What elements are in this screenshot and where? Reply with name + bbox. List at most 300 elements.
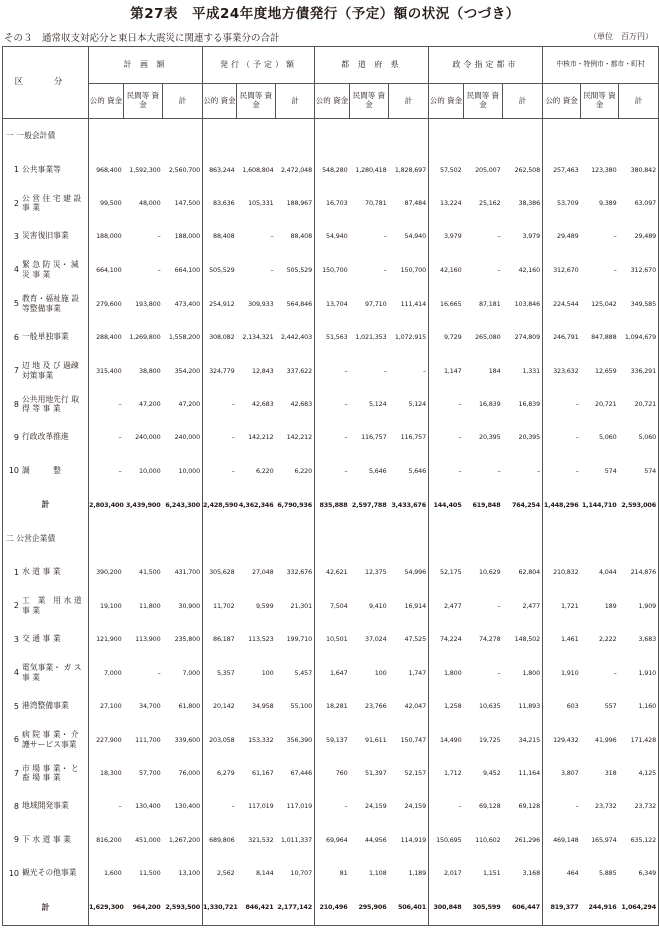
value-cell: – [315, 790, 350, 823]
value-cell: – [543, 790, 581, 823]
value-cell: – [203, 454, 237, 488]
value-cell: 1,608,804 [242, 165, 274, 174]
value-cell: 380,842 [619, 153, 659, 187]
value-cell: 193,800 [135, 299, 161, 308]
value-cell: 51,563 [315, 321, 350, 354]
value-cell: 279,600 [89, 287, 124, 321]
value-cell: 2,477 [522, 601, 541, 610]
value-cell: 114,919 [400, 835, 426, 844]
row-label-text: 計 [41, 902, 50, 912]
value-cell: – [315, 388, 350, 421]
value-cell: 9,729 [429, 321, 464, 354]
value-cell: 57,700 [139, 769, 161, 777]
value-cell: 664,100 [174, 265, 200, 274]
value-cell: 3,683 [619, 623, 659, 656]
value-cell: 227,900 [89, 723, 124, 757]
value-cell: 171,428 [619, 723, 659, 757]
subheader-total: 計 [619, 84, 659, 119]
value-cell [389, 522, 429, 556]
row-label-text: 電気事業・ ガ ス 事 業 [22, 663, 82, 682]
header-corner: 区 分 [3, 47, 89, 119]
row-label [3, 488, 89, 522]
row-label-text: 公共用地先行 取 得 等 事 業 [22, 394, 80, 413]
row-label-text: 病 院 事 業・ 介護サービス事業 [22, 730, 79, 749]
row-label-text: 行政改革推進 [22, 432, 69, 442]
value-cell: – [613, 668, 617, 677]
table-row [3, 388, 659, 421]
table-row [3, 220, 659, 253]
header-plan: 計 画 額 [89, 47, 203, 84]
value-cell: 150,700 [315, 253, 350, 287]
value-cell: 3,979 [522, 232, 541, 240]
value-cell [389, 119, 429, 153]
row-number: 10 [8, 868, 19, 878]
value-cell: 10,707 [290, 869, 312, 877]
row-number: 4 [13, 265, 19, 274]
value-cell: 819,377 [543, 890, 581, 926]
row-label [3, 857, 89, 890]
value-cell: 19,725 [479, 735, 501, 744]
row-label [3, 823, 89, 857]
value-cell: 21,301 [290, 601, 312, 610]
table-row [3, 253, 659, 287]
value-cell: – [270, 265, 274, 274]
value-cell: 6,790,936 [277, 500, 312, 509]
value-cell: 5,124 [368, 400, 387, 408]
value-cell [581, 119, 619, 153]
row-label [3, 187, 89, 220]
value-cell [503, 522, 543, 556]
value-cell: 1,909 [619, 589, 659, 623]
value-cell: 34,215 [518, 735, 541, 744]
value-cell: 203,058 [203, 723, 237, 757]
table-row [3, 153, 659, 187]
value-cell: 2,442,403 [280, 333, 312, 341]
value-cell: 305,599 [464, 890, 503, 926]
value-cell: 144,405 [429, 488, 464, 522]
value-cell: 1,258 [429, 690, 464, 723]
table-row [3, 454, 659, 488]
value-cell: 1,189 [408, 869, 426, 877]
value-cell: 1,721 [543, 589, 581, 623]
value-cell: 2,593,006 [619, 488, 659, 522]
subheader-private-funds: 民間等 資 金 [464, 84, 503, 119]
value-cell: – [497, 232, 501, 240]
value-cell: – [429, 454, 464, 488]
value-cell: 1,151 [482, 869, 501, 877]
value-cell: 188,000 [174, 232, 200, 240]
value-cell: 116,757 [361, 433, 387, 441]
value-cell: 23,732 [595, 802, 617, 810]
subheader-private-funds: 民間等 資 金 [350, 84, 389, 119]
header-prefectures: 都 道 府 県 [315, 47, 429, 84]
row-label [3, 723, 89, 757]
value-cell: 816,200 [89, 823, 124, 857]
value-cell: 619,848 [472, 500, 501, 509]
value-cell: 63,097 [619, 187, 659, 220]
header-designated-cities: 政令指定都市 [429, 47, 543, 84]
value-cell: 20,395 [479, 433, 501, 441]
value-cell: 12,843 [252, 366, 274, 375]
table-row [3, 723, 659, 757]
row-label-text: 計 [41, 499, 50, 509]
value-cell: 42,047 [404, 702, 426, 710]
value-cell: 130,400 [174, 802, 200, 810]
row-label [3, 690, 89, 723]
row-number: 6 [13, 332, 19, 342]
value-cell: 1,108 [368, 869, 387, 877]
value-cell: 315,400 [89, 354, 124, 388]
value-cell: 1,331 [522, 366, 541, 375]
table-row [3, 757, 659, 790]
value-cell: 70,781 [365, 199, 387, 207]
row-number: 2 [13, 198, 19, 208]
value-cell: 9,389 [598, 199, 617, 207]
value-cell: 42,160 [518, 265, 541, 274]
value-cell: 2,593,500 [163, 890, 203, 926]
row-label-text: 地域開発事業 [22, 801, 69, 811]
value-cell: 100 [261, 668, 274, 677]
value-cell: 18,281 [315, 690, 350, 723]
value-cell: 308,082 [203, 321, 237, 354]
value-cell: 100 [374, 668, 387, 677]
value-cell: 16,914 [404, 601, 426, 610]
value-cell: 300,848 [429, 890, 464, 926]
value-cell: 835,888 [315, 488, 350, 522]
value-cell: 52,157 [404, 769, 426, 777]
row-label-text: 一般単独事業 [22, 332, 69, 342]
value-cell [464, 119, 503, 153]
value-cell: 390,200 [89, 556, 124, 589]
subheader-public-funds: 公的 資金 [315, 84, 350, 119]
value-cell: 5,457 [294, 668, 312, 677]
value-cell: – [203, 790, 237, 823]
table-row [3, 857, 659, 890]
value-cell: 38,800 [139, 366, 161, 375]
value-cell: 61,167 [252, 769, 274, 777]
subheader-public-funds: 公的 資金 [543, 84, 581, 119]
value-cell: – [497, 466, 501, 475]
value-cell: 34,958 [252, 702, 274, 710]
value-cell: 469,148 [543, 823, 581, 857]
value-cell [619, 522, 659, 556]
value-cell: 1,461 [543, 623, 581, 656]
value-cell: 305,628 [203, 556, 237, 589]
value-cell: 3,433,676 [391, 500, 426, 509]
value-cell: 1,558,200 [168, 333, 200, 341]
value-cell: 2,597,788 [351, 500, 387, 509]
value-cell: 16,703 [315, 187, 350, 220]
value-cell: 59,137 [315, 723, 350, 757]
value-cell: 3,979 [429, 220, 464, 253]
value-cell: 37,024 [365, 635, 387, 643]
table-row [3, 556, 659, 589]
value-cell: 52,175 [429, 556, 464, 589]
value-cell: 349,585 [619, 287, 659, 321]
value-cell: 16,665 [429, 287, 464, 321]
value-cell: 129,432 [543, 723, 581, 757]
value-cell: 4,044 [598, 568, 617, 576]
value-cell [203, 522, 237, 556]
value-cell: 11,500 [139, 869, 161, 877]
value-cell: 27,100 [89, 690, 124, 723]
value-cell [464, 522, 503, 556]
value-cell: 2,222 [598, 635, 617, 643]
value-cell: 54,940 [404, 232, 426, 240]
page-title: 第27表 平成24年度地方債発行（予定）額の状況（つづき） [130, 6, 520, 22]
value-cell: 67,446 [290, 769, 312, 777]
value-cell: – [89, 421, 124, 454]
value-cell: 34,700 [139, 702, 161, 710]
row-label-text: 二 公営企業債 [6, 533, 56, 543]
value-cell: 42,683 [290, 400, 312, 408]
subheader-total: 計 [163, 84, 203, 119]
row-number: 4 [13, 668, 19, 677]
value-cell: 69,128 [479, 802, 501, 810]
value-cell: – [270, 232, 274, 240]
bond-issuance-table [2, 46, 659, 926]
value-cell: 153,332 [248, 735, 274, 744]
value-cell: 113,900 [135, 635, 161, 643]
value-cell: 48,000 [139, 199, 161, 207]
row-number: 7 [13, 768, 19, 778]
row-label-text: 工 業 用 水 道 事 業 [22, 596, 82, 615]
value-cell: 760 [315, 757, 350, 790]
value-cell: – [383, 265, 387, 274]
value-cell: 142,212 [248, 433, 274, 441]
value-cell: 81 [315, 857, 350, 890]
value-cell: 1,629,300 [89, 890, 124, 926]
value-cell: 110,602 [475, 835, 501, 844]
value-cell: 8,144 [255, 869, 274, 877]
value-cell: 97,710 [365, 299, 387, 308]
value-cell: 274,809 [514, 333, 541, 341]
value-cell: 12,659 [595, 366, 617, 375]
value-cell: 224,544 [543, 287, 581, 321]
value-cell: 574 [604, 466, 617, 475]
value-cell: – [315, 354, 350, 388]
row-label-text: 公共事業等 [22, 164, 61, 174]
value-cell: 1,330,721 [203, 890, 237, 926]
section-row [3, 119, 659, 153]
value-cell: 1,094,679 [619, 321, 659, 354]
row-label-text: 一 一般会計債 [6, 131, 56, 141]
value-cell: 847,888 [591, 333, 617, 341]
value-cell: 44,956 [365, 835, 387, 844]
value-cell: 87,484 [404, 199, 426, 207]
table-row [3, 623, 659, 656]
subheader-private-funds: 民間等 資 金 [124, 84, 163, 119]
value-cell: 74,224 [429, 623, 464, 656]
value-cell: 111,414 [400, 299, 426, 308]
row-label [3, 321, 89, 354]
value-cell: – [89, 388, 124, 421]
value-cell: 1,267,200 [168, 835, 200, 844]
row-label-text: 観光その他事業 [22, 868, 77, 878]
value-cell: 1,448,296 [543, 488, 581, 522]
value-cell: 1,747 [408, 668, 426, 677]
value-cell: 11,800 [139, 601, 161, 610]
row-label [3, 354, 89, 388]
value-cell: 321,532 [248, 835, 274, 844]
value-cell: 9,410 [368, 601, 387, 610]
value-cell [124, 119, 163, 153]
table-row [3, 321, 659, 354]
value-cell: 3,168 [522, 869, 541, 877]
value-cell [163, 119, 203, 153]
value-cell: 6,243,300 [165, 500, 200, 509]
value-cell [429, 119, 464, 153]
value-cell: 7,000 [89, 656, 124, 690]
row-label [3, 287, 89, 321]
row-number: 3 [13, 634, 19, 644]
value-cell: 5,357 [203, 656, 237, 690]
value-cell: 312,670 [619, 253, 659, 287]
value-cell: 1,160 [619, 690, 659, 723]
value-cell: 165,974 [591, 835, 617, 844]
row-label [3, 522, 89, 556]
value-cell: 2,803,400 [89, 488, 124, 522]
value-cell: 20,142 [203, 690, 237, 723]
row-number: 1 [13, 165, 19, 174]
row-label [3, 388, 89, 421]
total-row [3, 890, 659, 926]
value-cell: 23,732 [619, 790, 659, 823]
value-cell: 1,600 [89, 857, 124, 890]
value-cell [237, 119, 276, 153]
value-cell: 88,408 [203, 220, 237, 253]
total-row [3, 488, 659, 522]
value-cell: 103,846 [514, 299, 541, 308]
row-label [3, 454, 89, 488]
value-cell: 3,807 [543, 757, 581, 790]
row-label [3, 119, 89, 153]
value-cell: 1,021,353 [355, 333, 387, 341]
row-label-text: 港湾整備事業 [22, 701, 69, 711]
table-row [3, 823, 659, 857]
value-cell: 54,940 [315, 220, 350, 253]
row-label [3, 253, 89, 287]
value-cell: 254,912 [203, 287, 237, 321]
value-cell: 2,472,048 [280, 165, 312, 174]
value-cell: 4,125 [619, 757, 659, 790]
value-cell: 57,502 [429, 153, 464, 187]
value-cell: 5,646 [368, 466, 387, 475]
value-cell: 603 [543, 690, 581, 723]
row-label-text: 災害復旧事業 [22, 231, 69, 241]
value-cell: 105,331 [248, 199, 274, 207]
value-cell: 47,200 [139, 400, 161, 408]
subheader-total: 計 [276, 84, 315, 119]
row-number: 9 [13, 432, 19, 442]
value-cell [203, 119, 237, 153]
value-cell: 5,646 [408, 466, 426, 475]
value-cell: – [536, 466, 541, 475]
value-cell: 1,647 [315, 656, 350, 690]
value-cell: 1,280,418 [355, 165, 387, 174]
value-cell: 117,019 [248, 802, 274, 810]
value-cell: 2,134,321 [242, 333, 274, 341]
value-cell: 6,220 [255, 466, 274, 475]
row-number: 1 [13, 567, 19, 577]
value-cell: – [157, 265, 161, 274]
value-cell [503, 119, 543, 153]
table-row [3, 354, 659, 388]
value-cell: 7,000 [182, 668, 200, 677]
value-cell: 18,300 [89, 757, 124, 790]
value-cell: 968,400 [89, 153, 124, 187]
value-cell: 12,375 [365, 568, 387, 576]
value-cell: 1,910 [543, 656, 581, 690]
value-cell [237, 522, 276, 556]
row-number: 3 [13, 231, 19, 241]
value-cell: 150,700 [400, 265, 426, 274]
value-cell: 3,439,900 [125, 500, 161, 509]
value-cell: 29,489 [543, 220, 581, 253]
value-cell: 47,525 [404, 635, 426, 643]
value-cell: 11,164 [518, 769, 541, 777]
value-cell: 506,401 [389, 890, 429, 926]
value-cell: 20,721 [595, 400, 617, 408]
row-number: 6 [13, 735, 19, 744]
value-cell: 20,395 [518, 433, 541, 441]
value-cell: 13,704 [315, 287, 350, 321]
value-cell: 9,452 [482, 769, 501, 777]
value-cell: 111,700 [135, 735, 161, 744]
value-cell: 150,695 [429, 823, 464, 857]
row-label [3, 656, 89, 690]
value-cell: 464 [543, 857, 581, 890]
row-label-text: 辺 地 及 び 過疎対策事業 [22, 361, 79, 380]
value-cell: 6,220 [294, 466, 312, 475]
value-cell: 664,100 [89, 253, 124, 287]
value-cell: 69,964 [315, 823, 350, 857]
table-subtitle: その３ 通常収支対応分と東日本大震災に関連する事業分の合計 [4, 33, 280, 44]
value-cell: – [383, 232, 387, 240]
table-row [3, 187, 659, 220]
value-cell: – [203, 421, 237, 454]
value-cell: 99,500 [89, 187, 124, 220]
value-cell [124, 522, 163, 556]
value-cell: 339,600 [174, 735, 200, 744]
value-cell: 473,400 [174, 299, 200, 308]
value-cell: 25,162 [479, 199, 501, 207]
subheader-private-funds: 民間等 資 金 [581, 84, 619, 119]
value-cell: 5,060 [598, 433, 617, 441]
value-cell: 5,124 [408, 400, 426, 408]
value-cell: 1,144,710 [581, 500, 617, 509]
value-cell: 4,362,346 [238, 500, 274, 509]
row-label [3, 757, 89, 790]
row-label-text: 交 通 事 業 [22, 634, 61, 644]
row-label-text: 水 道 事 業 [22, 567, 61, 577]
value-cell: 354,200 [174, 366, 200, 375]
row-number: 9 [13, 835, 19, 844]
value-cell: 337,622 [286, 366, 312, 375]
value-cell: 16,839 [518, 400, 541, 408]
value-cell: 288,400 [89, 321, 124, 354]
value-cell: 148,502 [514, 635, 541, 643]
row-label [3, 623, 89, 656]
row-label [3, 790, 89, 823]
value-cell: 689,806 [203, 823, 237, 857]
value-cell: 10,635 [479, 702, 501, 710]
value-cell: 53,709 [543, 187, 581, 220]
value-cell: – [315, 454, 350, 488]
value-cell: 10,000 [139, 466, 161, 475]
value-cell: 147,500 [174, 199, 200, 207]
value-cell: 1,800 [429, 656, 464, 690]
